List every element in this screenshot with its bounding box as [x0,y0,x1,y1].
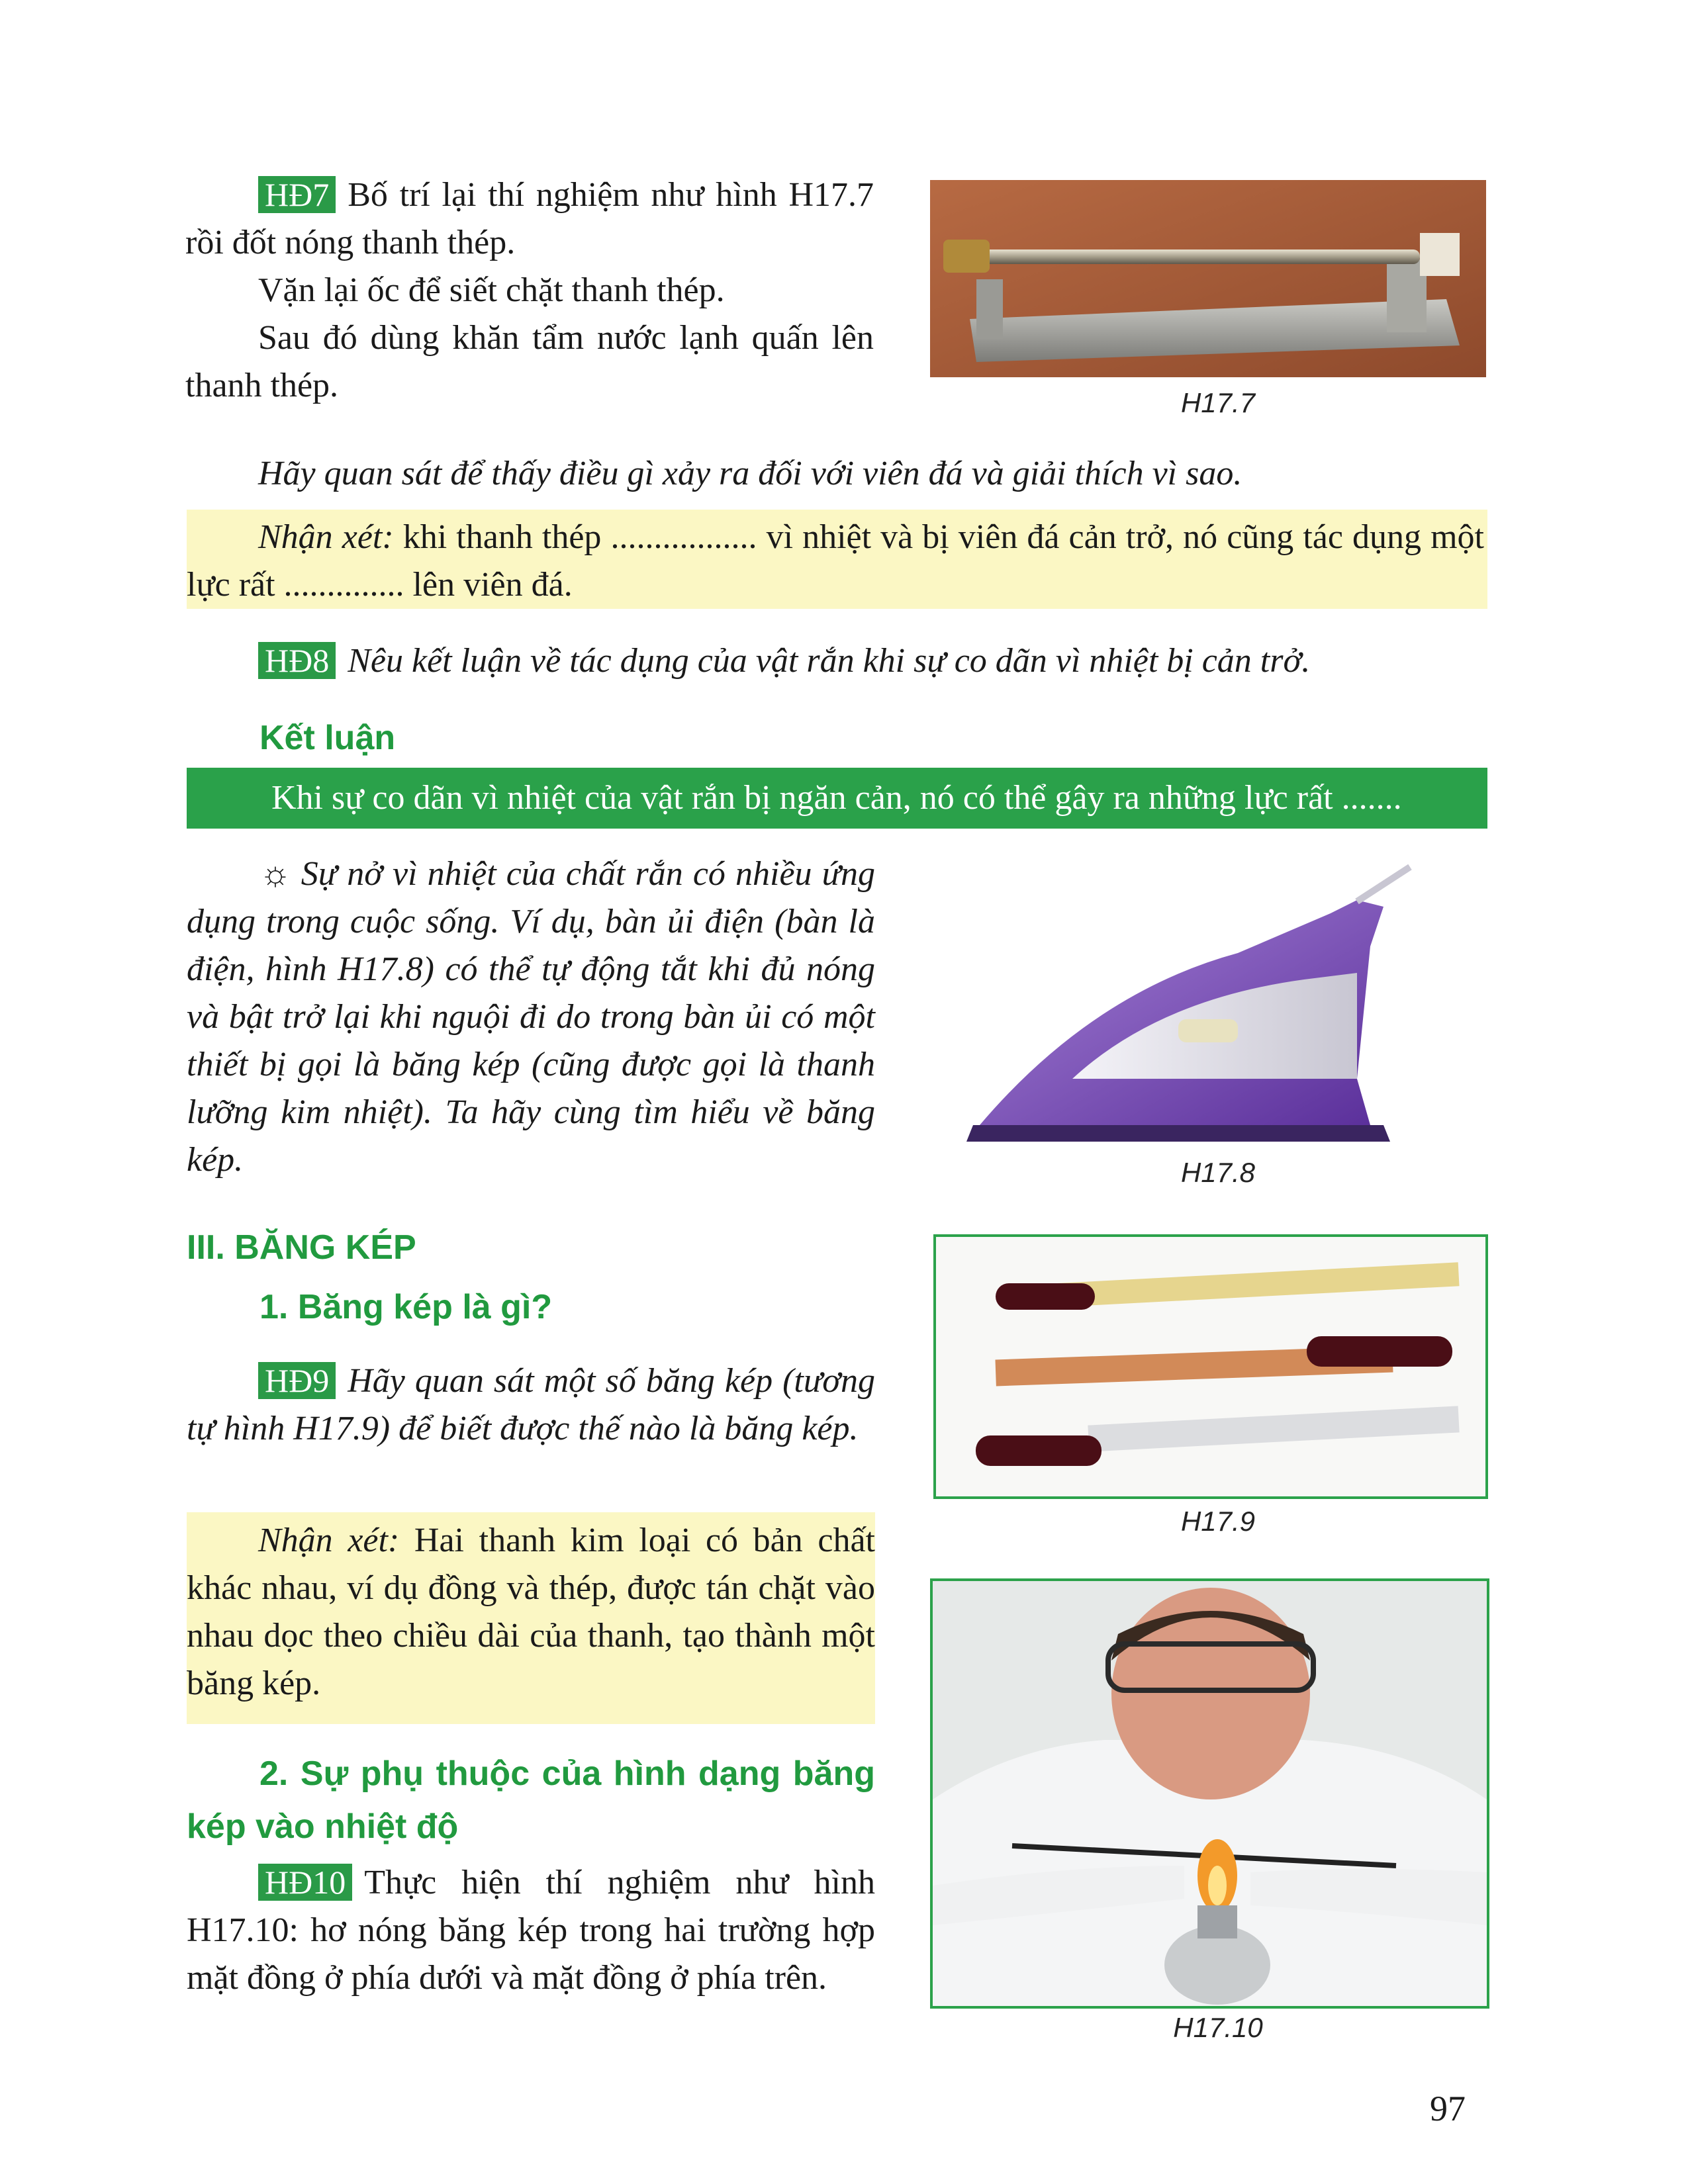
figure-h17-9-photo [933,1234,1488,1499]
section3-sub1: 1. Băng kép là gì? [259,1288,553,1326]
nhanxet1-text [187,514,1484,609]
page-number: 97 [1430,2089,1466,2128]
nhanxet1-body: khi thanh thép ................. vì nhiệt và bị viên đá cản trở, nó cũng tác dụng một lực rất .............. lên viên đá. [187,518,1485,604]
hd7-para2: Vặn lại ốc để siết chặt thanh thép. [258,271,725,309]
hd10-text: Thực hiện thí nghiệm như hình H17.10: hơ nóng băng kép trong hai trường hợp mặt đồng ở phía dưới và mặt đồng ở phía trên. [187,1864,875,1997]
hd10-tag: HĐ10 [258,1864,352,1901]
figure-h17-8-iron [960,860,1476,1152]
figure-h17-8-caption: H17.8 [1180,1157,1256,1188]
hd7-para1 [185,171,874,267]
hd9-tag: HĐ9 [258,1362,336,1399]
ketluan-text: Khi sự co dãn vì nhiệt của vật rắn bị ngăn cản, nó có thể gây ra những lực rất ....... [271,779,1402,817]
hd10-block [187,1858,875,2002]
ungdung-paragraph [187,850,875,1184]
sun-icon: ☼ [259,855,291,893]
hd8-block [258,637,1489,685]
hd7-tag: HĐ7 [258,176,336,213]
apparatus-illustration [930,180,1486,377]
nhanxet2-body: Hai thanh kim loại có bản chất khác nhau, ví dụ đồng và thép, được tán chặt vào nhau dọc theo chiều dài của thanh, tạo thành một băng kép. [187,1522,876,1702]
figure-h17-10-caption: H17.10 [1173,2012,1263,2043]
section3-heading: III. BĂNG KÉP [187,1228,416,1267]
hd7-block [185,171,874,410]
experiment-photo-illustration [933,1581,1487,2006]
figure-h17-7-photo [930,180,1486,377]
hd8-text: Nêu kết luận về tác dụng của vật rắn khi sự co dãn vì nhiệt bị cản trở. [348,642,1311,680]
hd8-tag: HĐ8 [258,642,336,679]
iron-illustration [960,860,1476,1152]
ungdung-text: Sự nở vì nhiệt của chất rắn có nhiều ứng dụng trong cuộc sống. Ví dụ, bàn ủi điện (bàn là điện, hình H17.8) có thể tự động tắt khi đủ nóng và bật trở lại khi nguội đi do trong bàn ủi có một thiết bị gọi là băng kép (cũng được gọi là thanh lưỡng kim nhiệt). Ta hãy cùng tìm hiểu về băng kép. [187,855,875,1179]
hd9-block [187,1357,875,1453]
section3-sub2-text: 2. Sự phụ thuộc của hình dạng băng kép vào nhiệt độ [187,1754,875,1846]
nhanxet1-label: Nhận xét: [258,518,394,556]
figure-h17-9-caption: H17.9 [1180,1506,1256,1537]
nhanxet2-label: Nhận xét: [258,1522,400,1559]
ketluan-heading: Kết luận [259,719,396,757]
hd9-text: Hãy quan sát một số băng kép (tương tự hình H17.9) để biết được thế nào là băng kép. [187,1362,875,1447]
figure-h17-10-photo [930,1578,1489,2009]
figure-h17-7-caption: H17.7 [1180,387,1256,418]
hd7-para3: Sau đó dùng khăn tẩm nước lạnh quấn lên thanh thép. [185,319,874,404]
nhanxet2-text [187,1517,875,1707]
bimetal-strips-illustration [936,1237,1485,1496]
section3-sub2 [187,1747,875,1853]
hd7-line1: Bố trí lại thí nghiệm như hình H17.7 rồi đốt nóng thanh thép. [185,176,874,261]
hd7-question: Hãy quan sát để thấy điều gì xảy ra đối với viên đá và giải thích vì sao. [258,455,1243,492]
